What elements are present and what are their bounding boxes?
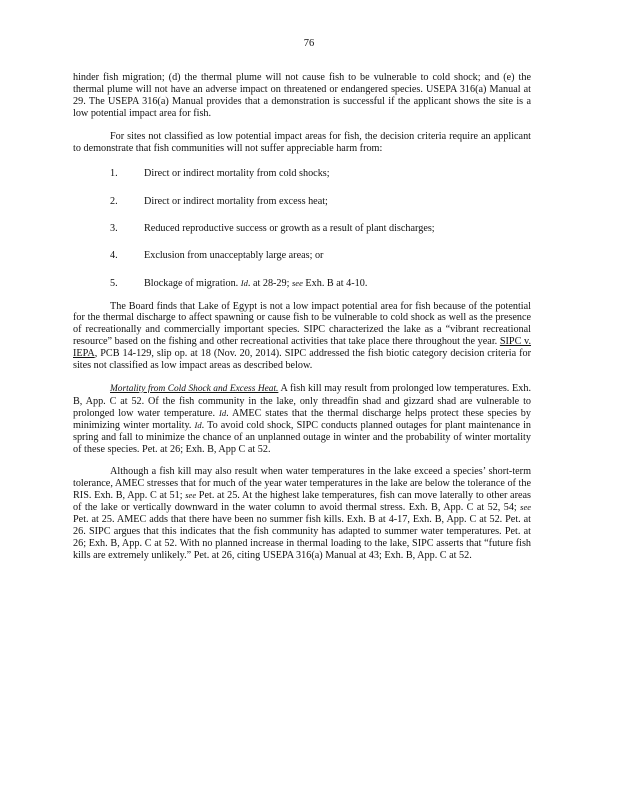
- list-text: Direct or indirect mortality from excess heat;: [144, 195, 328, 207]
- id-citation: Id: [240, 277, 248, 288]
- list-text: [144, 278, 531, 290]
- list-text: Exclusion from unacceptably large areas; or: [144, 250, 324, 262]
- id-citation: Id: [194, 419, 202, 430]
- paragraph-cold-shock: [73, 383, 531, 455]
- list-item: [73, 278, 531, 290]
- list-number: 4.: [110, 250, 118, 262]
- list-text-part: Blockage of migration.: [144, 277, 241, 289]
- id-citation: Id: [218, 407, 227, 418]
- see-signal: see: [520, 502, 531, 513]
- criteria-list: [73, 168, 531, 289]
- text-part: . AMEC states that the thermal discharge helps protect these species by minimizing winter mortality.: [73, 407, 531, 431]
- text-part: . To avoid cold shock, SIPC conducts planned outages for plant maintenance in spring and fall to minimize the chance of an unplanned outage in winter and the probability of winter mortality of these species. Pet. at 26; Exh. B, App C at 52.: [73, 419, 532, 455]
- paragraph-decision-criteria: For sites not classified as low potential impact areas for fish, the decision criteria require an applicant to demonstrate that fish communities will not suffer appreciable harm from:: [73, 130, 531, 154]
- text-part: Pet. at 25. AMEC adds that there have been no summer fish kills. Exh. B at 4-17, Exh. B, App. C at 52. Pet. at 26. SIPC argues that this indicates that the fish community has adapted to summer water temperatures. Pet. at 26; Exh. B, App. C at 52. With no planned increase in thermal loading to the lake, SIPC asserts that “future fish kills are extremely unlikely.” Pet. at 26, citing USEPA 316(a) Manual at 43; Exh. B, App. C at 52.: [73, 514, 531, 561]
- see-signal: see: [185, 490, 197, 501]
- text-part: , PCB 14-129, slip op. at 18 (Nov. 20, 2014). SIPC addressed the fish biotic category decision criteria for sites not classified as low impact areas as described below.: [73, 348, 531, 372]
- text-part: Pet. at 25. At the highest lake temperatures, fish can move laterally to other areas of the lake or vertically downward in the water column to avoid thermal stress. Exh. B, App. C at 52, 54;: [73, 490, 531, 514]
- body-text: [73, 72, 531, 562]
- list-number: 2.: [110, 195, 118, 207]
- text-part: The Board finds that Lake of Egypt is not a low impact potential area for fish because of the potential for the thermal discharge to affect spawning or cause fish to be vulnerable to cold shock as well as the presence of recreationally and commercially important species. SIPC characterized the lake as a “vibrant recreational resource” based on the fishing and other recreational activities that take place there throughout the year.: [73, 300, 531, 348]
- list-item: [73, 223, 531, 235]
- page-number: 76: [303, 38, 315, 49]
- see-signal: see: [292, 277, 303, 288]
- case-citation: SIPC v. IEPA: [73, 336, 532, 360]
- paragraph-board-finding: [73, 301, 531, 372]
- paragraph-continuation: hinder fish migration; (d) the thermal plume will not cause fish to be vulnerable to cold shock; and (e) the thermal plume will not have an adverse impact on threatened or endangered species. USEPA 316(a) Manual at 29. The USEPA 316(a) Manual provides that a demonstration is successful if the applicant shows the site is a low potential impact area for fish.: [73, 72, 531, 119]
- text-part: Although a fish kill may also result when water temperatures in the lake exceed a species’ short-term tolerance, AMEC stresses that for much of the year water temperatures in the lake are below the tolerance of the RIS. Exh. B, App. C at 51;: [73, 466, 531, 502]
- list-number: 3.: [110, 223, 118, 235]
- paragraph-excess-heat: [73, 466, 531, 561]
- list-text: Reduced reproductive success or growth as a result of plant discharges;: [144, 223, 435, 235]
- list-item: [73, 168, 531, 180]
- list-number: 5.: [110, 277, 118, 289]
- text-part: A fish kill may result from prolonged low temperatures. Exh. B, App. C at 52. Of the fish community in the lake, only threadfin shad and gizzard shad are vulnerable to prolonged low water temperature.: [73, 382, 531, 419]
- list-text-part: Exh. B at 4-10.: [302, 277, 368, 289]
- list-text-part: . at 28-29;: [247, 277, 292, 289]
- list-number: 1.: [110, 168, 118, 180]
- section-heading: Mortality from Cold Shock and Excess Heat.: [110, 383, 279, 394]
- list-text: Direct or indirect mortality from cold shocks;: [144, 168, 330, 180]
- list-item: [73, 196, 531, 208]
- list-item: [73, 250, 531, 262]
